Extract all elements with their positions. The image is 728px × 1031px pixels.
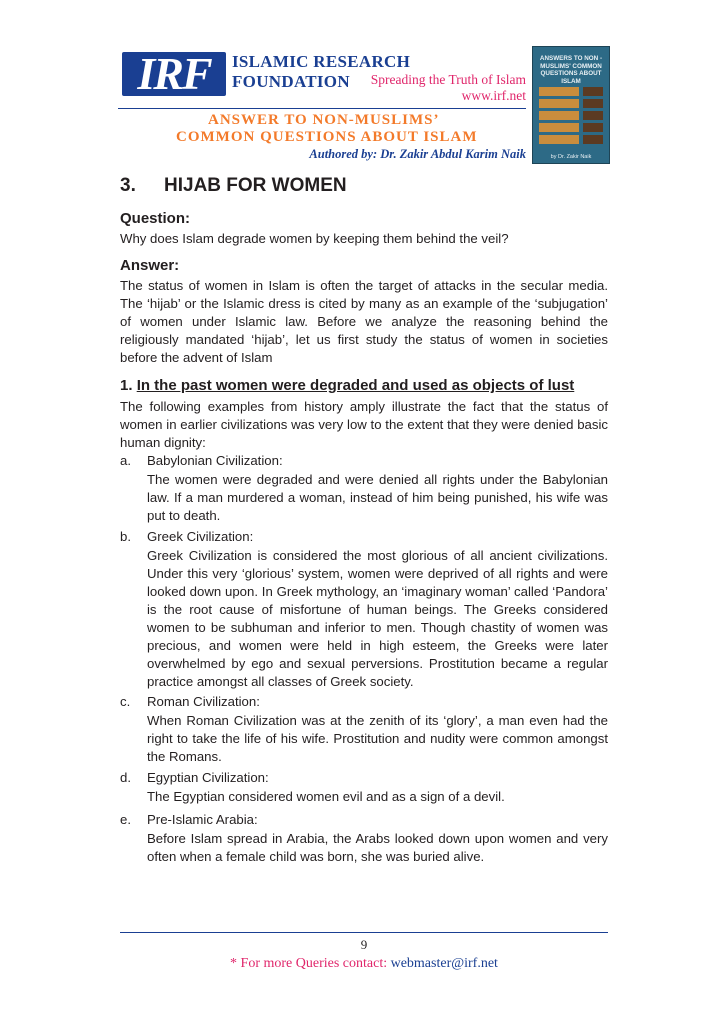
list-marker: d. (120, 770, 131, 785)
contact-prefix: * For more Queries contact: (230, 956, 391, 971)
cover-thumb (583, 99, 603, 108)
cover-strip (539, 123, 579, 132)
list-marker: c. (120, 694, 131, 709)
cover-strip (539, 135, 579, 144)
header-divider (118, 108, 526, 109)
list-item-title (120, 811, 258, 829)
book-cover-image (532, 46, 610, 164)
chapter-heading (120, 175, 347, 197)
cover-thumb (583, 111, 603, 120)
list-marker: a. (120, 453, 131, 468)
list-title-text: Roman Civilization: (147, 694, 260, 709)
intro-paragraph: The status of women in Islam is often the target of attacks in the secular media. The ‘hijab’ or the Islamic dress is cited by many as an example of the ‘subjugation’ of women under Islamic law. Before we analyze the reasoning behind the religiously mandated ‘hijab’, let us first study the status of women in societies before the advent of Islam (120, 278, 608, 365)
section-title: In the past women were degraded and used as objects of lust (136, 377, 575, 394)
footer-contact (120, 956, 608, 972)
page-number: 9 (360, 937, 368, 952)
list-title-text: Greek Civilization: (147, 529, 254, 544)
cover-thumb (583, 123, 603, 132)
cover-thumb (583, 87, 603, 96)
list-item-text: The Egyptian considered women evil and as a sign of a devil. (147, 789, 505, 804)
question-text: Why does Islam degrade women by keeping them behind the veil? (120, 231, 509, 246)
list-title-text: Pre-Islamic Arabia: (147, 812, 258, 827)
section-intro: The following examples from history amply illustrate the fact that the status of women in earlier civilizations was very low to the extent that they were denied basic human dignity: (120, 399, 608, 450)
list-item-title (120, 452, 283, 470)
chapter-number: 3. (120, 175, 136, 196)
list-item-title (120, 528, 253, 546)
list-item-title (120, 769, 269, 787)
series-title-line1: ANSWER TO NON-MUSLIMS’ (208, 112, 440, 128)
organization-name: ISLAMIC RESEARCH FOUNDATION (232, 52, 411, 91)
cover-strip (539, 87, 579, 96)
footer-divider (120, 932, 608, 933)
chapter-title: HIJAB FOR WOMEN (164, 175, 347, 196)
contact-email-link[interactable]: webmaster@irf.net (390, 956, 498, 971)
list-item-text: When Roman Civilization was at the zenith of its ‘glory’, a man even had the right to take the life of his wife. Prostitution and nudity were common amongst the Romans. (147, 713, 608, 764)
series-title-line2: COMMON QUESTIONS ABOUT ISLAM (176, 129, 478, 145)
section-number: 1. (120, 377, 133, 394)
list-marker: b. (120, 529, 131, 544)
answer-label: Answer: (120, 257, 180, 274)
cover-title: ANSWERS TO NON - MUSLIMS' COMMON QUESTIONS ABOUT ISLAM (539, 55, 603, 85)
list-item-text: The women were degraded and were denied all rights under the Babylonian law. If a man murdered a woman, instead of him being punished, his wife was put to death. (147, 472, 608, 523)
cover-strip (539, 99, 579, 108)
list-title-text: Egyptian Civilization: (147, 770, 269, 785)
list-title-text: Babylonian Civilization: (147, 453, 283, 468)
logo-text: IRF (137, 48, 211, 99)
irf-logo (122, 48, 226, 99)
list-item-text: Greek Civilization is considered the most glorious of all ancient civilizations. Under this very ‘glorious’ system, women were deprived of all rights and were looked down upon. In Greek mythology, an ‘imaginary woman’ called ‘Pandora’ is the root cause of misfortune of human beings. The Greeks considered women to be subhuman and inferior to men. Though chastity of women was precious, and women were held in high esteem, the Greeks were later overwhelmed by ego and sexual perversions. Prostitution became a regular practice amongst all classes of Greek society. (147, 548, 608, 689)
list-item-text: Before Islam spread in Arabia, the Arabs looked down upon women and very often when a female child was born, she was buried alive. (147, 831, 608, 864)
section-heading (120, 377, 574, 394)
page-header (118, 46, 608, 162)
list-item-title (120, 693, 260, 711)
website-link[interactable]: www.irf.net (461, 88, 526, 103)
author-credit: Authored by: Dr. Zakir Abdul Karim Naik (309, 147, 526, 161)
cover-author: by Dr. Zakir Naik (550, 154, 592, 160)
list-marker: e. (120, 812, 131, 827)
cover-strip (539, 111, 579, 120)
question-label: Question: (120, 210, 190, 227)
tagline: Spreading the Truth of Islam (370, 72, 526, 87)
cover-thumb (583, 135, 603, 144)
